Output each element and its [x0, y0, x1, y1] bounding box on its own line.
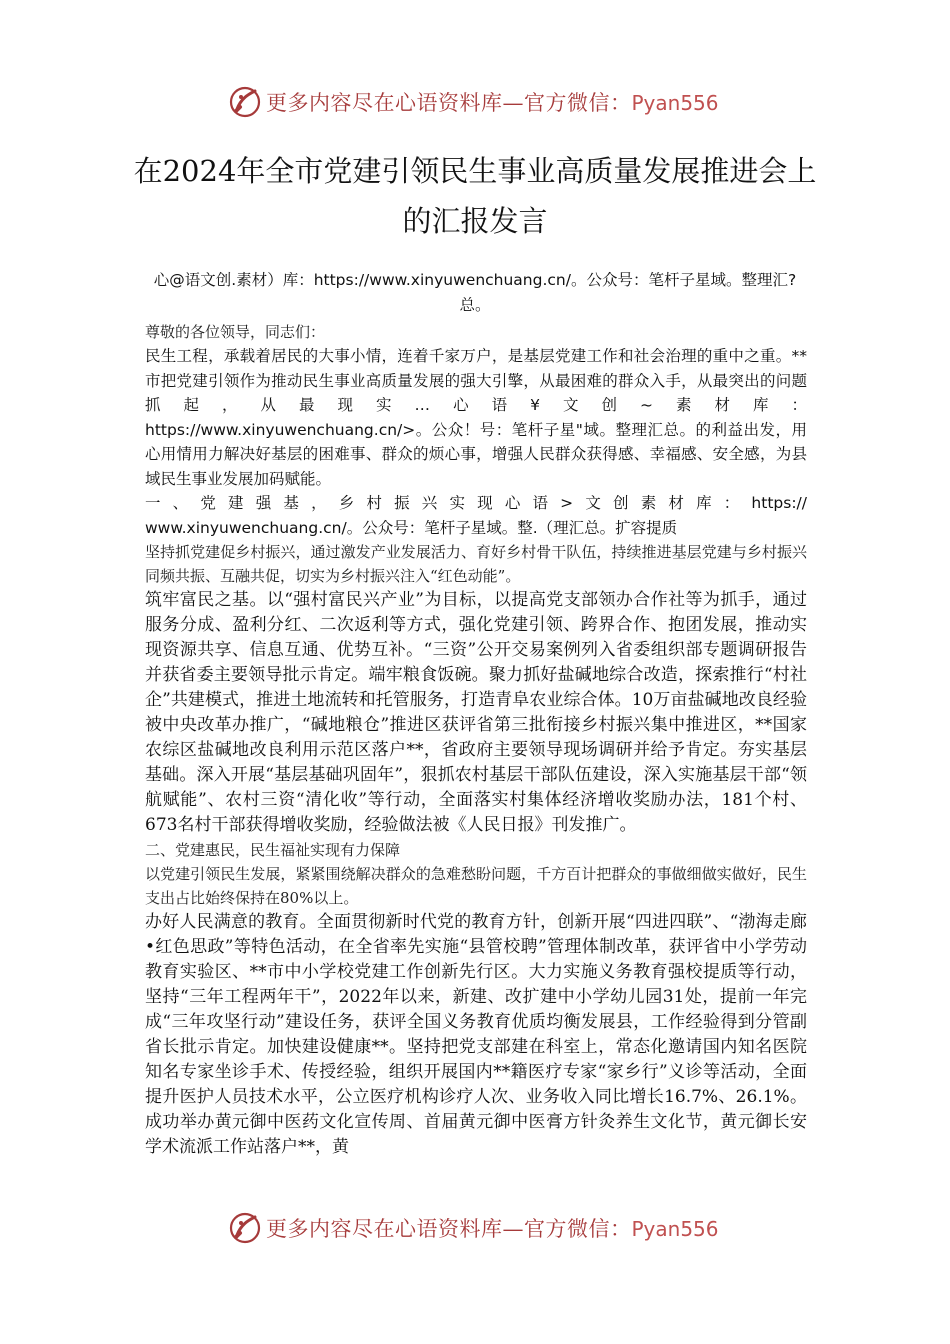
section-2-lead: 以党建引领民生发展，紧紧围绕解决群众的急难愁盼问题，千方百计把群众的事做细做实做好，民生支出占比始终保持在80%以上。 — [145, 865, 807, 907]
document-body — [145, 320, 807, 1160]
wechat-id: Pyan556 — [631, 1217, 719, 1241]
section-1-body: 筑牢富民之基。以“强村富民兴产业”为目标，以提高党支部领办合作社等为抓手，通过服务分成、盈利分红、二次返利等方式，强化党建引领、跨界合作、抱团发展，推动实现资源共享、信息互通、优势互补。“三资”公开交易案例列入省委组织部专题调研报告并获省委主要领导批示肯定。端牢粮食饭碗。聚力抓好盐碱地综合改造，探索推行“村社企”共建模式，推进土地流转和托管服务，打造青阜农业综合体。10万亩盐碱地改良经验被中央改革办推广，“碱地粮仓”推进区获评省第三批衔接乡村振兴集中推进区，**国家农综区盐碱地改良利用示范区落户**，省政府主要领导现场调研并给予肯定。夯实基层基础。深入开展“基层基础巩固年”，狠抓农村基层干部队伍建设，深入实施基层干部“领航赋能”、农村三资“清化收”等行动，全面落实村集体经济增收奖励办法，181个村、673名村干部获得增收奖励，经验做法被《人民日报》刊发推广。 — [145, 590, 807, 835]
intro-paragraph-part2: https://www.xinyuwenchuang.cn/>。公众！号：笔杆子星"域。整理汇总。的利益出发，用心用情用力解决好基层的困难事、群众的烦心事，增强人民群众获得感、幸福感、安全感，为县域民生事业发展加码赋能。 — [145, 420, 807, 488]
section-heading-2: 二、党建惠民，民生福祉实现有力保障 — [145, 841, 401, 859]
brush-logo-icon — [228, 85, 262, 119]
section-2-body: 办好人民满意的教育。全面贯彻新时代党的教育方针，创新开展“四进四联”、“渤海走廊•红色思政”等特色活动，在全省率先实施“县管校聘”管理体制改革，获评省中小学劳动教育实验区、**市中小学校党建工作创新先行区。大力实施义务教育强校提质等行动，坚持“三年工程两年干”，2022年以来，新建、改扩建中小学幼儿园31处，提前一年完成“三年攻坚行动”建设任务，获评全国义务教育优质均衡发展县，工作经验得到分管副省长批示肯定。加快建设健康**。坚持把党支部建在科室上，常态化邀请国内知名医院知名专家坐诊手术、传授经验，组织开展国内**籍医疗专家“家乡行”义诊等活动，全面提升医护人员技术水平，公立医疗机构诊疗人次、业务收入同比增长16.7%、26.1%。成功举办黄元御中医药文化宣传周、首届黄元御中医膏方针灸养生文化节，黄元御长安学术流派工作站落户**，黄 — [145, 912, 807, 1157]
section-heading-1-part1: 一、党建强基，乡村振兴实现心语>文创素材库：https:// — [145, 494, 807, 512]
section-heading-1-part2: www.xinyuwenchuang.cn/。公众号：笔杆子星域。整.（理汇总。扩容提质 — [145, 518, 678, 537]
header-banner — [0, 80, 950, 124]
section-1-lead: 坚持抓党建促乡村振兴，通过激发产业发展活力、育好乡村骨干队伍，持续推进基层党建与乡村振兴同频共振、互融共促，切实为乡村振兴注入“红色动能”。 — [145, 543, 807, 585]
banner-text: 更多内容尽在心语资料库—官方微信：Pyan556 — [266, 1217, 719, 1241]
brush-logo-icon — [228, 1211, 262, 1245]
banner-text: 更多内容尽在心语资料库—官方微信：Pyan556 — [266, 91, 719, 115]
footer-banner — [0, 1206, 950, 1250]
wechat-id: Pyan556 — [631, 91, 719, 115]
greeting: 尊敬的各位领导，同志们： — [145, 323, 326, 341]
page-title: 在2024年全市党建引领民生事业高质量发展推进会上的汇报发言 — [133, 154, 817, 238]
source-note: 心@语文创.素材）库：https://www.xinyuwenchuang.cn/。公众号：笔杆子星域。整理汇?总。 — [153, 271, 797, 314]
intro-paragraph-part1: 民生工程，承载着居民的大事小情，连着千家万户，是基层党建工作和社会治理的重中之重。**市把党建引领作为推动民生事业高质量发展的强大引擎，从最困难的群众入手，从最突出的问题抓起，从最现实…心语¥文创~素材库： — [145, 347, 807, 414]
